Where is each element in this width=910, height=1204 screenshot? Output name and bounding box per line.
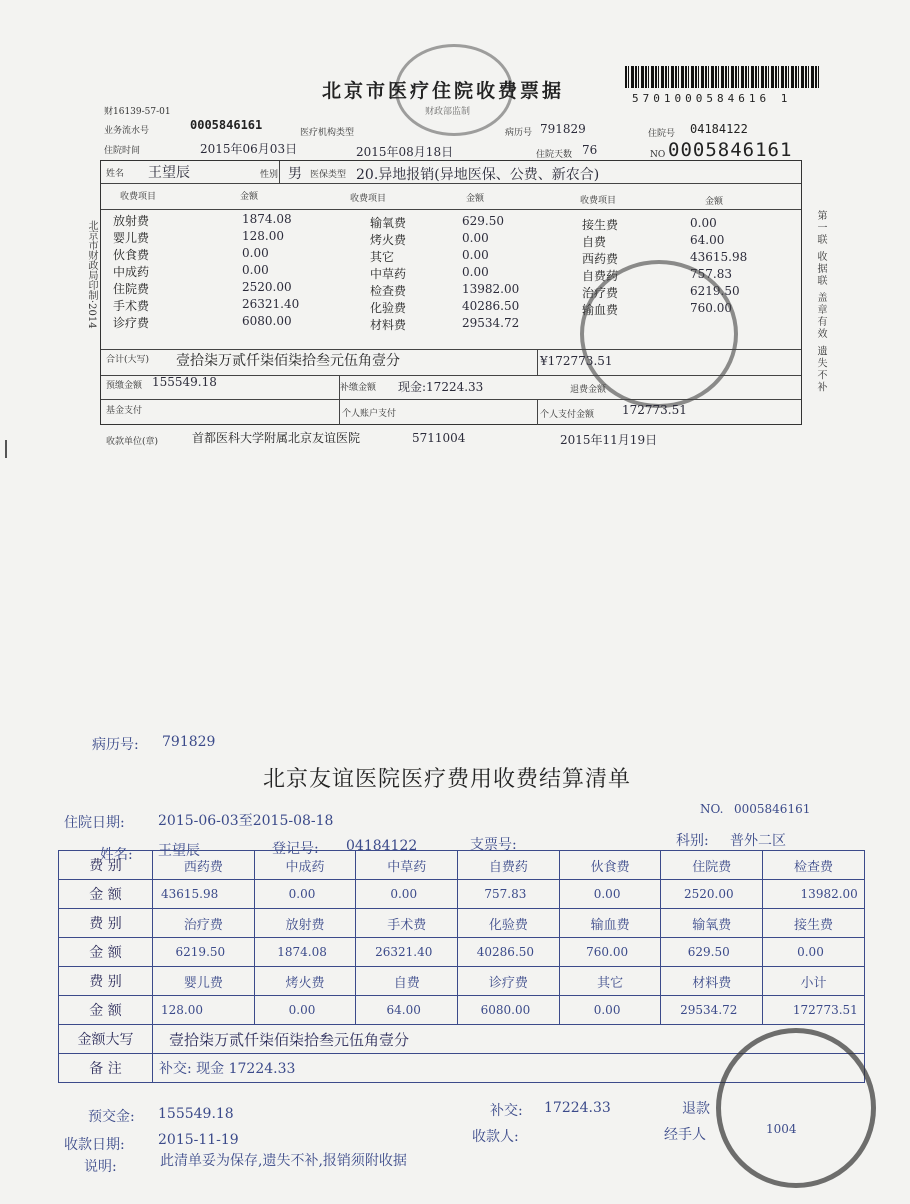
item-header-3: 收费项目	[580, 196, 617, 206]
total-numeric: ¥172773.51	[540, 354, 613, 368]
refund-label-bottom: 退款	[682, 1101, 710, 1117]
prepay-label-bottom: 预交金:	[88, 1109, 135, 1125]
fee-type: 材料费	[661, 967, 763, 996]
fee-type-row	[59, 851, 865, 880]
settle-no-value: 0005846161	[734, 802, 811, 816]
receipt-amount: 0.00	[242, 263, 269, 277]
fee-type: 中成药	[254, 851, 356, 880]
fee-type: 西药费	[153, 851, 255, 880]
pay-date-label: 收款日期:	[64, 1137, 125, 1153]
receipt-item: 治疗费	[582, 286, 619, 300]
settle-name: 王望辰	[158, 843, 200, 859]
fee-type: 输血费	[559, 909, 661, 938]
receipt-item: 输血费	[582, 303, 619, 317]
fee-amount-row	[59, 938, 865, 967]
right-side-text: 第一联 收据联 盖章有效 遗失不补	[815, 210, 826, 394]
fund-label: 基金支付	[106, 406, 143, 416]
barcode-number: 5701000584616 1	[632, 92, 792, 105]
settle-total-words: 壹拾柒万贰仟柒佰柒拾叁元伍角壹分	[153, 1025, 865, 1054]
row-type-label: 费 别	[59, 851, 153, 880]
supplement-label: 补缴金额	[340, 383, 377, 393]
fee-type-row	[59, 967, 865, 996]
fee-type: 化验费	[458, 909, 560, 938]
fee-type: 小计	[763, 967, 865, 996]
row-amount-label: 金 额	[59, 996, 153, 1025]
receipt-item: 手术费	[113, 299, 150, 313]
settlement-stamp	[716, 1028, 876, 1188]
total-label: 合计(大写)	[106, 355, 150, 365]
settle-record-no: 791829	[162, 734, 216, 750]
receipt-amount: 1874.08	[242, 212, 292, 226]
name-label: 姓名	[106, 169, 125, 179]
fee-amount: 6219.50	[153, 938, 255, 967]
payee-name: 首都医科大学附属北京友谊医院	[192, 431, 361, 445]
receipt-amount: 0.00	[462, 231, 489, 245]
discharge-date: 2015年08月18日	[356, 145, 454, 159]
note-label: 说明:	[84, 1159, 117, 1175]
record-label: 病历号	[505, 128, 533, 138]
receipt-item: 放射费	[113, 214, 150, 228]
handler-label: 经手人	[664, 1127, 706, 1143]
receipt-amount: 0.00	[690, 216, 717, 230]
fee-amount-row	[59, 880, 865, 909]
fee-amount: 1874.08	[254, 938, 356, 967]
payee-label: 收款单位(章)	[106, 437, 159, 447]
receipt-amount: 760.00	[690, 301, 732, 315]
fee-amount: 2520.00	[661, 880, 763, 909]
payee-code: 5711004	[412, 431, 466, 445]
fee-amount: 0.00	[356, 880, 458, 909]
receipt-item: 伙食费	[113, 248, 150, 262]
fee-type-row	[59, 909, 865, 938]
fee-type: 中草药	[356, 851, 458, 880]
dept: 普外二区	[730, 833, 786, 849]
receipt-amount: 6080.00	[242, 314, 292, 328]
receipt-item: 住院费	[113, 282, 150, 296]
amount-header-2: 金额	[466, 194, 485, 204]
fee-type: 手术费	[356, 909, 458, 938]
fee-amount: 13982.00	[763, 880, 865, 909]
gender-label: 性别	[260, 170, 279, 180]
fee-type: 其它	[559, 967, 661, 996]
fee-amount: 0.00	[559, 996, 661, 1025]
receipt-title: 北京市医疗住院收费票据	[322, 80, 565, 102]
row-amount-label: 金 额	[59, 938, 153, 967]
receipt-amount: 2520.00	[242, 280, 292, 294]
item-header-2: 收费项目	[350, 194, 387, 204]
org-type-label: 医疗机构类型	[300, 128, 355, 138]
receipt-amount: 26321.40	[242, 297, 300, 311]
fee-amount: 6080.00	[458, 996, 560, 1025]
fee-amount: 29534.72	[661, 996, 763, 1025]
fee-type: 检查费	[763, 851, 865, 880]
fee-type: 接生费	[763, 909, 865, 938]
record-no: 791829	[540, 122, 586, 136]
fee-amount: 0.00	[254, 996, 356, 1025]
receipt-amount: 757.83	[690, 267, 732, 281]
days-value: 76	[582, 143, 598, 157]
receipt-amount: 6219.50	[690, 284, 740, 298]
fee-type: 自费	[356, 967, 458, 996]
fee-type: 放射费	[254, 909, 356, 938]
settle-no-label: NO.	[700, 802, 724, 816]
insurance-type: 20.异地报销(异地医保、公费、新农合)	[356, 167, 600, 183]
fee-amount: 64.00	[356, 996, 458, 1025]
remark: 补交: 现金 17224.33	[153, 1054, 865, 1083]
row-amount-label: 金 额	[59, 880, 153, 909]
fee-type: 自费药	[458, 851, 560, 880]
receipt-amount: 43615.98	[690, 250, 748, 264]
admit-date: 2015年06月03日	[200, 142, 298, 156]
receipt-number: 0005846161	[668, 139, 793, 161]
receipt-item: 化验费	[370, 301, 407, 315]
supplement-value-bottom: 17224.33	[544, 1100, 611, 1116]
fee-amount: 760.00	[559, 938, 661, 967]
seal-text: 财政部监制	[425, 107, 471, 117]
check-label: 支票号:	[470, 837, 517, 853]
insurance-label: 医保类型	[310, 170, 347, 180]
fee-amount: 128.00	[153, 996, 255, 1025]
receipt-item: 其它	[370, 250, 395, 264]
receipt-amount: 29534.72	[462, 316, 520, 330]
receipt-item: 中草药	[370, 267, 407, 281]
fee-amount: 43615.98	[153, 880, 255, 909]
amount-header-1: 金额	[240, 192, 259, 202]
receipt-item: 诊疗费	[113, 316, 150, 330]
settle-name-label: 姓名:	[100, 847, 133, 863]
fee-type: 诊疗费	[458, 967, 560, 996]
receipt-item: 中成药	[113, 265, 150, 279]
stay-period: 2015-06-03至2015-08-18	[158, 813, 334, 829]
receipt-amount: 13982.00	[462, 282, 520, 296]
settle-title: 北京友谊医院医疗费用收费结算清单	[263, 767, 632, 792]
receipt-item: 自费药	[582, 269, 619, 283]
row-type-label: 费 别	[59, 967, 153, 996]
issue-date: 2015年11月19日	[560, 433, 658, 447]
fee-type: 婴儿费	[153, 967, 255, 996]
receipt-item: 婴儿费	[113, 231, 150, 245]
fee-amount-row	[59, 996, 865, 1025]
receipt-amount: 0.00	[242, 246, 269, 260]
receipt-item: 接生费	[582, 218, 619, 232]
total-words: 壹拾柒万贰仟柒佰柒拾叁元伍角壹分	[176, 353, 400, 369]
receipt-item: 自费	[582, 235, 607, 249]
amount-header-3: 金额	[705, 197, 724, 207]
remark-label: 备 注	[59, 1054, 153, 1083]
reg-no: 04184122	[346, 838, 418, 854]
admission-no: 04184122	[690, 122, 748, 136]
time-label: 住院时间	[104, 146, 141, 156]
pay-date: 2015-11-19	[158, 1132, 239, 1148]
days-label: 住院天数	[536, 150, 573, 160]
fee-type: 住院费	[661, 851, 763, 880]
fee-type: 伙食费	[559, 851, 661, 880]
left-side-text: 北京市财政局印制·2014	[86, 220, 97, 329]
prepay-value-bottom: 155549.18	[158, 1106, 234, 1122]
fee-amount: 629.50	[661, 938, 763, 967]
receipt-amount: 64.00	[690, 233, 725, 247]
receipt-item: 烤火费	[370, 233, 407, 247]
fee-amount: 26321.40	[356, 938, 458, 967]
fee-amount: 0.00	[254, 880, 356, 909]
prepay-label: 预缴金额	[106, 381, 143, 391]
fee-amount: 0.00	[559, 880, 661, 909]
receipt-item: 输氧费	[370, 216, 407, 230]
receipt-amount: 0.00	[462, 265, 489, 279]
receipt-amount: 629.50	[462, 214, 504, 228]
dept-label: 科别:	[676, 833, 709, 849]
receipt-amount: 128.00	[242, 229, 284, 243]
page-mark	[5, 440, 7, 458]
stay-label: 住院日期:	[64, 815, 125, 831]
fee-type: 输氧费	[661, 909, 763, 938]
hospital-receipt	[0, 0, 910, 470]
fee-amount: 172773.51	[763, 996, 865, 1025]
receipt-item: 材料费	[370, 318, 407, 332]
supplement-label-bottom: 补交:	[490, 1103, 523, 1119]
receipt-amount: 0.00	[462, 248, 489, 262]
row-type-label: 费 别	[59, 909, 153, 938]
reg-label: 登记号:	[272, 841, 319, 857]
payee-label-bottom: 收款人:	[472, 1129, 519, 1145]
fee-amount: 757.83	[458, 880, 560, 909]
prepay-amount: 155549.18	[152, 375, 217, 389]
serial-no: 0005846161	[190, 118, 263, 132]
fee-amount: 0.00	[763, 938, 865, 967]
receipt-item: 西药费	[582, 252, 619, 266]
settle-record-label: 病历号:	[92, 737, 139, 753]
fee-type: 治疗费	[153, 909, 255, 938]
receipt-item: 检查费	[370, 284, 407, 298]
item-header-1: 收费项目	[120, 192, 157, 202]
barcode	[625, 66, 820, 88]
gender: 男	[288, 166, 302, 182]
patient-name: 王望辰	[148, 165, 190, 181]
form-code: 财16139-57-01	[104, 107, 171, 117]
refund-label: 退费金额	[570, 385, 607, 395]
total-words-label: 金额大写	[59, 1025, 153, 1054]
handler-code: 1004	[766, 1122, 797, 1136]
personal-pay-amount: 172773.51	[622, 403, 687, 417]
personal-pay-label: 个人支付金额	[540, 410, 595, 420]
serial-label: 业务流水号	[104, 126, 150, 136]
note: 此清单妥为保存,遗失不补,报销须附收据	[160, 1153, 407, 1169]
personal-account-label: 个人账户支付	[342, 409, 397, 419]
admission-no-label: 住院号	[648, 129, 676, 139]
receipt-amount: 40286.50	[462, 299, 520, 313]
fee-type: 烤火费	[254, 967, 356, 996]
fee-amount: 40286.50	[458, 938, 560, 967]
no-label: NO	[650, 150, 666, 160]
supplement-amount: 现金:17224.33	[398, 380, 484, 394]
